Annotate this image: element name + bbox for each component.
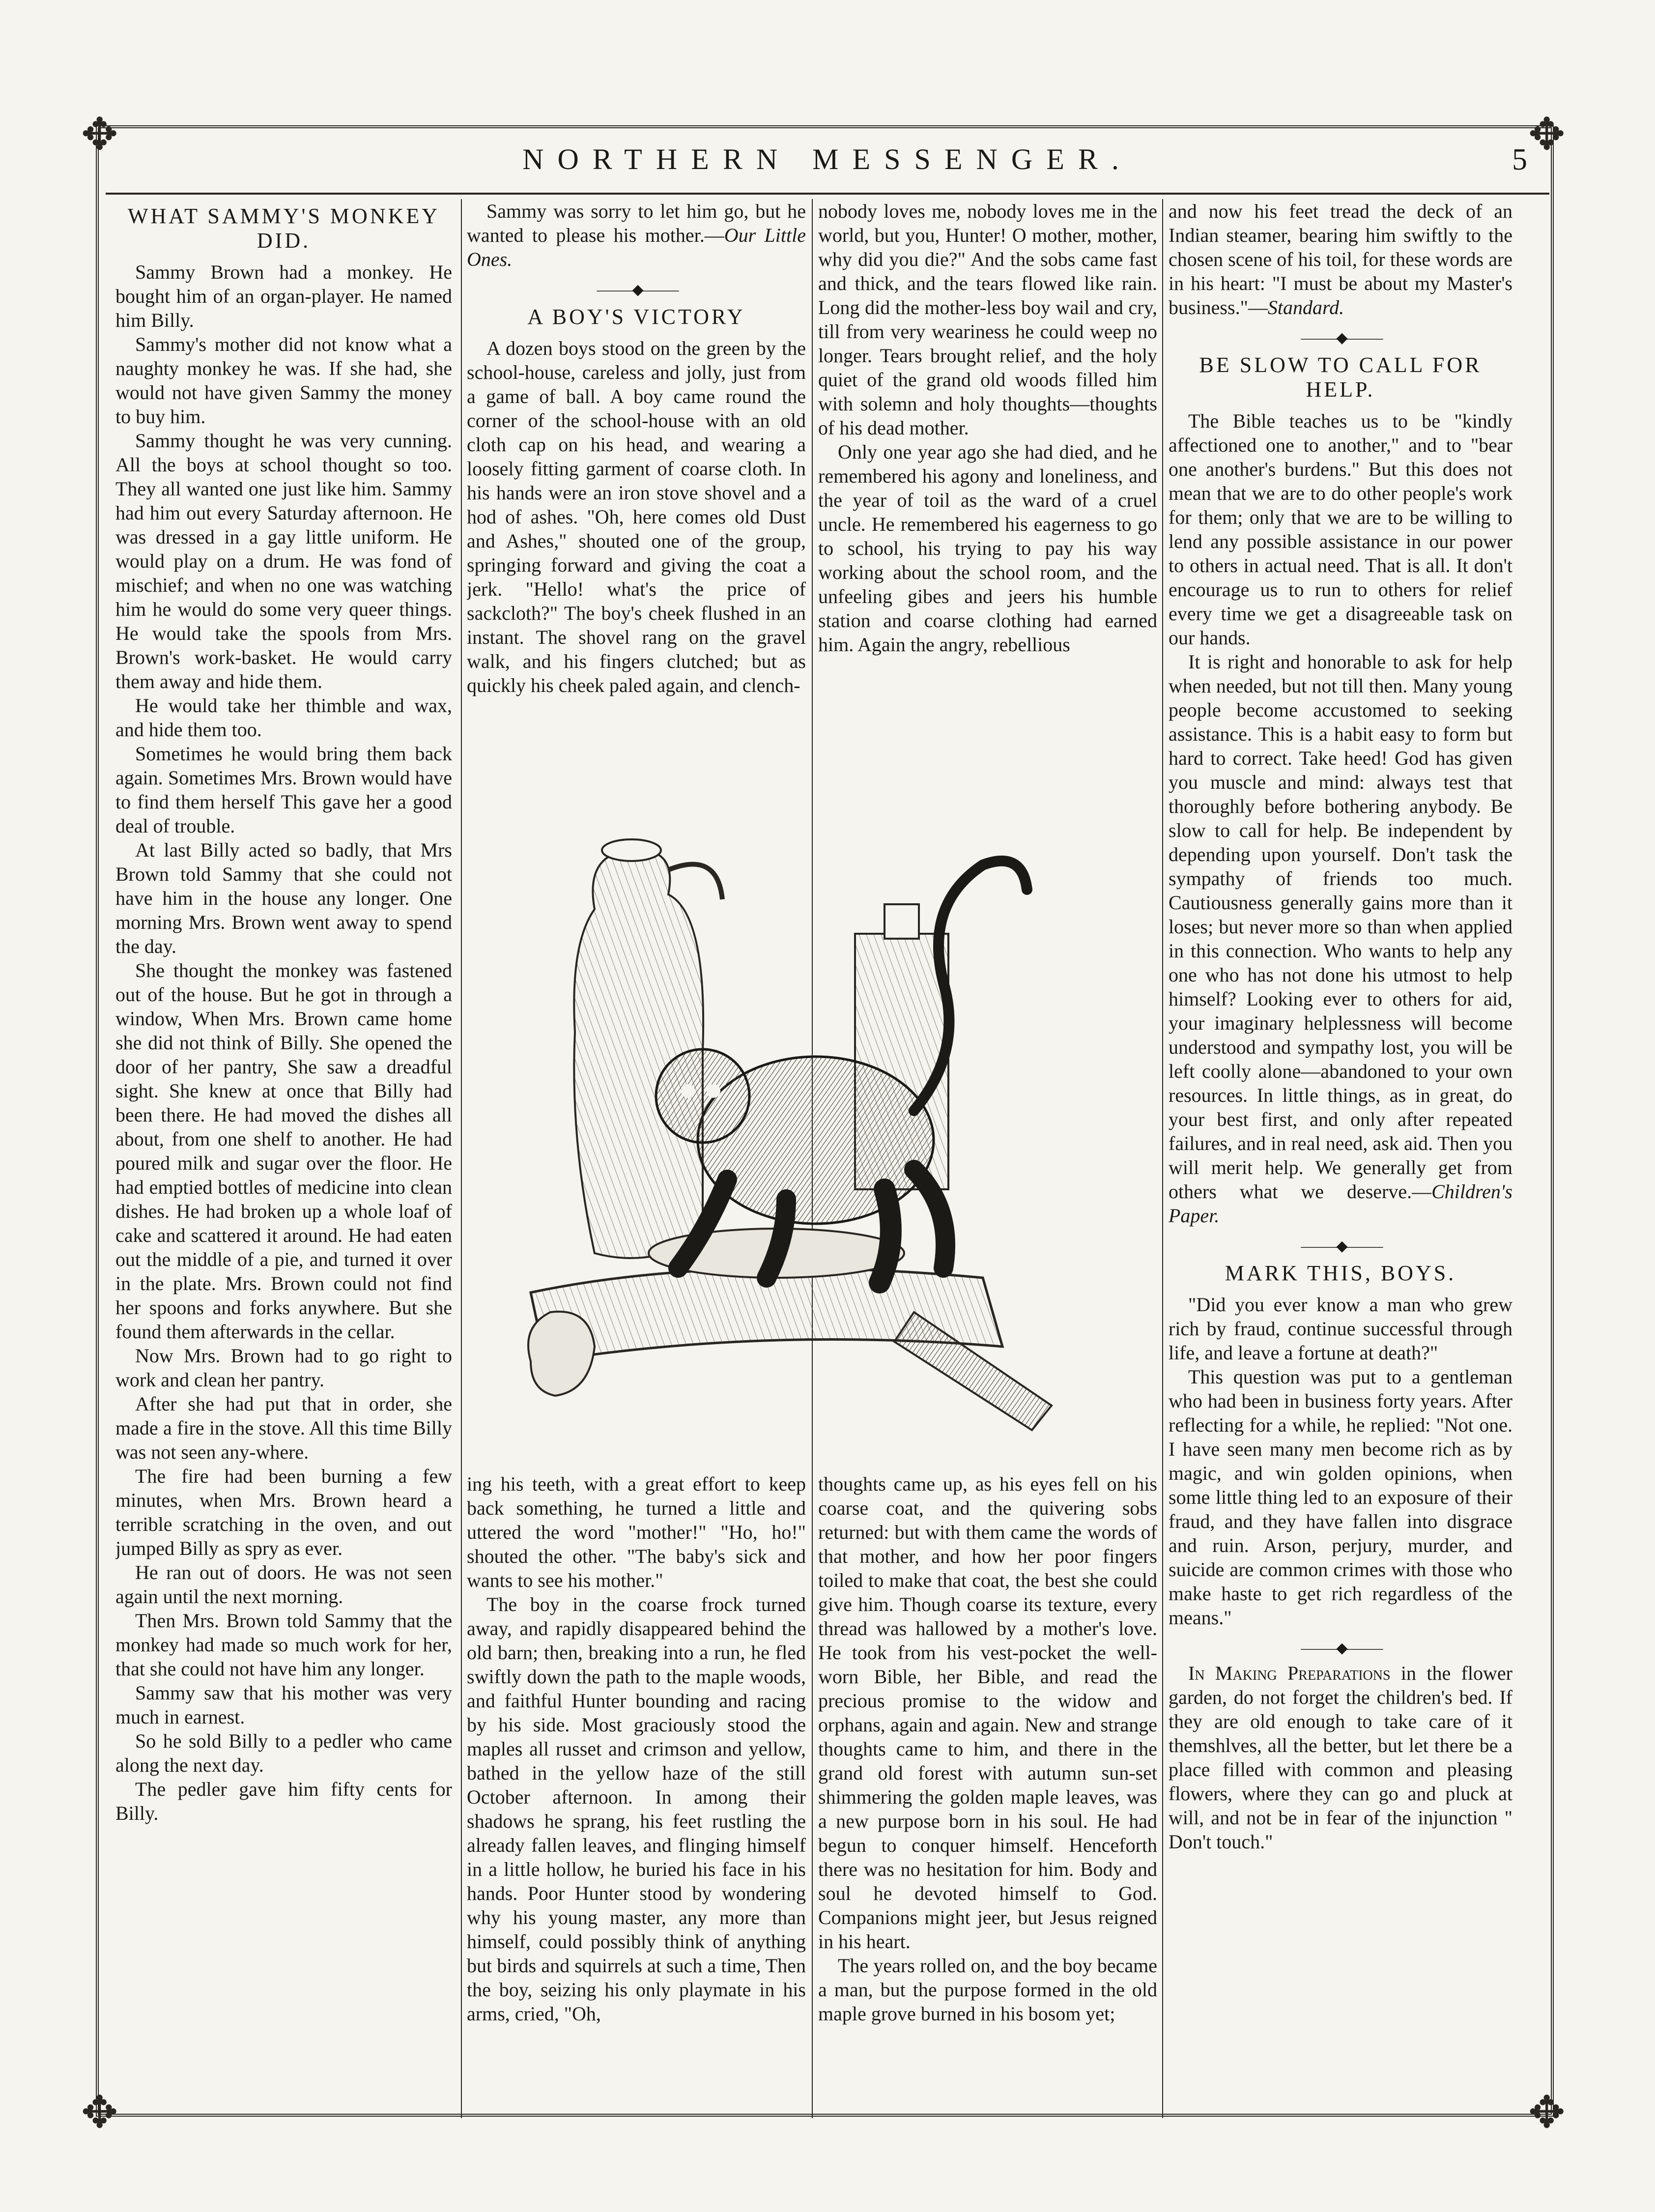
corner-ornament-br-icon: ✥ [1528, 2089, 1566, 2137]
paragraph-text: in the flower garden, do not forget the children's bed. If they are old enough to take care of it themshlves, all the better, but let there be a place filled with common and pleasing flowers, where they can go and pluck at will, and not be in fear of the injunction " Don't touch." [1169, 1662, 1512, 1853]
paragraph: The fire had been burning a few minutes, when Mrs. Brown heard a terrible scratching in the oven, and out jumped Billy as spry as ever. [115, 1465, 452, 1559]
paragraph: Sammy thought he was very cunning. All the boys at school thought so too. They all wanted one just like him. Sammy had him out every Saturday afternoon. He was dressed in a gay little uniform. He would play on a drum. He was fond of mischief; and when no one was watching him he would do some very queer things. He would take the spools from Mrs. Brown's work-basket. He would carry them away and hide them. [115, 430, 452, 692]
paragraph: He ran out of doors. He was not seen again until the next morning. [115, 1561, 452, 1608]
column-2-top [467, 199, 806, 789]
credit-line: Children's Paper. [1169, 1180, 1512, 1227]
corner-ornament-tr-icon: ✥ [1528, 111, 1566, 159]
paragraph [467, 199, 806, 271]
column-1 [115, 199, 452, 2116]
paragraph: ing his teeth, with a great effort to keep back something, he turned a little and uttered the word "mother!" "Ho, ho!" shouted the other. "The baby's sick and wants to see his mother." [467, 1473, 806, 1591]
article-title: MARK THIS, BOYS. [1225, 1261, 1456, 1285]
lead-in: In Making Preparations [1188, 1662, 1391, 1684]
separator-icon [467, 280, 806, 300]
paragraph: A dozen boys stood on the green by the school-house, careless and jolly, just from a game of ball. A boy came round the corner of the school-house with an old cloth cap on his head, and wearing a loosely fitting garment of coarse cloth. In his hands were an iron stove shovel and a hod of ashes. "Oh, here comes old Dust and Ashes," shouted one of the group, springing forward and giving the coat a jerk. "Hello! what's the price of sackcloth?" The boy's cheek flushed in an instant. The shovel rang on the gravel walk, and his fingers clutched; but as quickly his cheek paled again, and clench- [467, 337, 806, 696]
paragraph: This question was put to a gentleman who had been in business forty years. After reflecting for a while, he replied: "Not one. I have seen many men become rich as by magic, and win golden opinions, when some little thing led to an exposure of their fraud, and they have fallen into disgrace and ruin. Arson, perjury, murder, and suicide are common crimes with those who make haste to get rich regardless of the means." [1169, 1366, 1512, 1629]
separator-icon [1169, 1236, 1512, 1256]
monkey-illustration [472, 796, 1179, 1455]
column-3-bottom [818, 1472, 1157, 2116]
paragraph-text: Sammy was sorry to let him go, but he wanted to please his mother.— [467, 200, 806, 246]
paragraph: After she had put that in order, she made a fire in the stove. All this time Billy was not seen any-where. [115, 1393, 452, 1463]
paragraph: Then Mrs. Brown told Sammy that the monkey had made so much work for her, that she could not have him any longer. [115, 1609, 452, 1680]
paragraph: Sammy saw that his mother was very much in earnest. [115, 1682, 452, 1728]
paragraph: thoughts came up, as his eyes fell on his coarse coat, and the quivering sobs returned: but with them came the words of that mother, and how her poor fingers toiled to make that coat, the best she could give him. Though coarse its texture, every thread was hallowed by a mother's love. He took from his vest-pocket the well-worn Bible, her Bible, and read the precious promise to the widow and orphans, again and again. New and strange thoughts came to him, and there in the grand old forest with autumn sun-set shimmering the golden maple leaves, was a new purpose born in his soul. He had begun to conquer himself. Henceforth there was no hesitation for him. Body and soul he devoted himself to God. Companions might jeer, but Jesus reigned in his heart. [818, 1473, 1157, 1953]
column-rule [461, 199, 462, 2118]
corner-ornament-tl-icon: ✥ [81, 111, 118, 159]
article-title: A BOY'S VICTORY [527, 305, 745, 329]
column-4 [1169, 199, 1512, 2116]
paragraph: At last Billy acted so badly, that Mrs Brown told Sammy that she could not have him in the house any longer. One morning Mrs. Brown went away to spend the day. [115, 839, 452, 957]
paragraph: The pedler gave him fifty cents for Billy. [115, 1778, 452, 1824]
paragraph: Sammy's mother did not know what a naughty monkey he was. If she had, she would not have given Sammy the money to buy him. [115, 333, 452, 428]
paragraph: The Bible teaches us to be "kindly affectioned one to another," and to "bear one another's burdens." But this does not mean that we are to do other people's work for them; only that we are to be willing to lend any possible assistance in our power to others in actual need. That is all. It don't encourage us to run to others for relief every time we get a disagreeable task on our hands. [1169, 410, 1512, 649]
paragraph: She thought the monkey was fastened out of the house. But he got in through a window, When Mrs. Brown came home she did not think of Billy. She opened the door of her pantry, She saw a dreadful sight. She knew at once that Billy had been there. He had moved the dishes all about, from one shelf to another. He had poured milk and sugar over the floor. He had emptied bottles of medicine into clean dishes. He had broken up a whole loaf of cake and scattered it around. He had eaten out the middle of a pie, and turned it over in the plate. Mrs. Brown could not find her spoons and forks anywhere. But she found them afterwards in the cellar. [115, 959, 452, 1343]
monkey-engraving-icon [472, 796, 1179, 1455]
article-title: BE SLOW TO CALL FOR HELP. [1199, 353, 1482, 402]
paragraph: Sometimes he would bring them back again. Sometimes Mrs. Brown would have to find them herself This gave her a good deal of trouble. [115, 743, 452, 837]
paragraph [1169, 199, 1512, 319]
header-rule [106, 193, 1549, 195]
paragraph: The years rolled on, and the boy became a man, but the purpose formed in the old maple grove burned in his bosom yet; [818, 1954, 1157, 2025]
masthead-title: NORTHERN MESSENGER. [522, 143, 1133, 175]
credit-line: Standard. [1267, 296, 1344, 318]
paragraph: So he sold Billy to a pedler who came along the next day. [115, 1730, 452, 1776]
credit-line: Our Little Ones. [467, 224, 806, 270]
paragraph: nobody loves me, nobody loves me in the world, but you, Hunter! O mother, mother, why did you die?" And the sobs came fast and thick, and the tears flowed like rain. Long did the mother-less boy wail and cry, till from very weariness he could weep no longer. Tears brought relief, and the holy quiet of the grand old woods filled him with solemn and holy thoughts—thoughts of his dead mother. [818, 200, 1157, 439]
corner-ornament-bl-icon: ✥ [81, 2089, 118, 2137]
paragraph [1169, 650, 1512, 1228]
paragraph: He would take her thimble and wax, and hide them too. [115, 694, 452, 741]
separator-icon [1169, 328, 1512, 348]
paragraph: Only one year ago she had died, and he remembered his agony and loneliness, and the year of toil as the ward of a cruel uncle. He remembered his eagerness to go to school, his trying to pay his way working about the school room, and the unfeeling gibes and jeers his humble station and coarse clothing had earned him. Again the angry, rebellious [818, 441, 1157, 656]
page-number: 5 [1512, 143, 1527, 176]
column-2-bottom [467, 1472, 806, 2116]
paragraph: Sammy Brown had a monkey. He bought him of an organ-player. He named him Billy. [115, 261, 452, 331]
paragraph-text: and now his feet tread the deck of an Indian steamer, bearing him swiftly to the chosen scene of his toil, for these words are in his heart: "I must be about my Master's business."— [1169, 200, 1512, 318]
paragraph-text: It is right and honorable to ask for help when needed, but not till then. Many young people become accustomed to seeking assistance. This is a habit easy to form but hard to correct. Take heed! God has given you muscle and mind: always test that thoroughly before bothering anybody. Be slow to call for help. Be independent by depending upon yourself. Don't task the sympathy of friends too much. Cautiousness generally gains more than it loses; but never more so than when applied in this connection. Who wants to help any one who has not done his utmost to help himself? Looking ever to others for aid, your imaginary helplessness will become understood and sympathy lost, you will be left coolly alone—abandoned to your own resources. In little things, as in great, do your best first, and only after repeated failures, and in real need, ask aid. Then you will merit help. We generally get from others what we deserve.— [1169, 651, 1512, 1203]
article-title: WHAT SAMMY'S MONKEY DID. [127, 204, 440, 253]
column-3-top [818, 199, 1157, 789]
separator-icon [1169, 1638, 1512, 1658]
paragraph: Now Mrs. Brown had to go right to work and clean her pantry. [115, 1345, 452, 1391]
paragraph: The boy in the coarse frock turned away, and rapidly disappeared behind the old barn; then, breaking into a run, he fled swiftly down the path to the maple woods, and faithful Hunter bounding and racing by his side. Most graciously stood the maples all russet and crimson and yellow, bathed in the yellow haze of the still October afternoon. In among their shadows he sprang, his feet rustling the already fallen leaves, and flinging himself in a little hollow, he buried his face in his hands. Poor Hunter stood by wondering why his young master, any more than himself, could possibly think of anything but birds and squirrels at such a time, Then the boy, seizing his only playmate in his arms, cried, "Oh, [467, 1593, 806, 2025]
paragraph [1169, 1661, 1512, 1854]
paragraph: "Did you ever know a man who grew rich by fraud, continue successful through life, and leave a fortune at death?" [1169, 1293, 1512, 1364]
